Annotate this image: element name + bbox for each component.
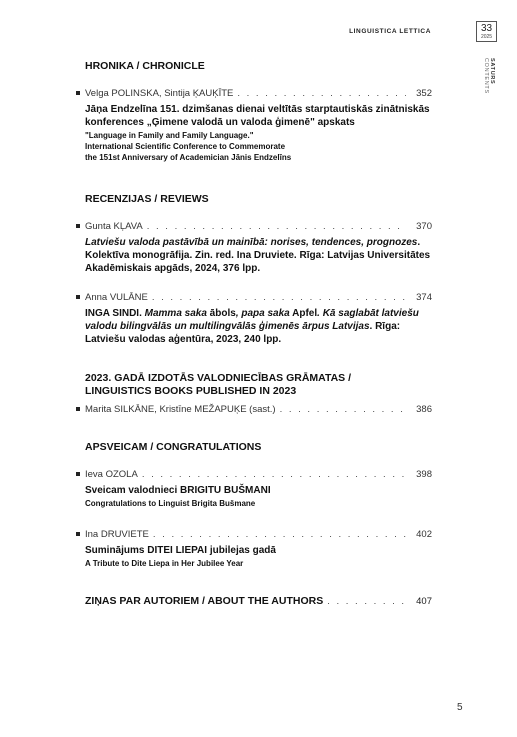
bullet-icon [76, 407, 80, 411]
entry-subtitle: Congratulations to Linguist Brigita Bušmane [85, 499, 256, 508]
entry-line [76, 404, 432, 416]
page-number: 5 [457, 702, 463, 713]
section-heading-reviews: RECENZIJAS / REVIEWS [85, 193, 209, 205]
side-label-en: CONTENTS [483, 58, 489, 94]
entry-author: Gunta KĻAVA [85, 221, 143, 232]
entry-line [76, 292, 432, 304]
dot-leader [142, 469, 406, 481]
bullet-icon [76, 224, 80, 228]
toc-entry[interactable] [76, 292, 432, 346]
section-heading-authors: ZIŅAS PAR AUTORIEM / ABOUT THE AUTHORS [85, 595, 324, 607]
subtitle-line: the 151st Anniversary of Academician Jānis Endzelīns [85, 153, 292, 162]
section-heading-books [85, 372, 351, 398]
bullet-icon [76, 472, 80, 476]
bullet-icon [76, 532, 80, 536]
entry-line [76, 469, 432, 481]
entry-author: Marita SILKĀNE, Kristīne MEŽAPUĶE (sast.) [85, 404, 276, 415]
entry-author: Velga POLINSKA, Sintija ĶAUĶĪTE [85, 88, 234, 99]
book-author: INGA SINDI. [85, 308, 145, 319]
heading-line: 2023. GADĀ IZDOTĀS VALODNIECĪBAS GRĀMATAS / [85, 372, 352, 384]
dot-leader [237, 88, 406, 100]
entry-page: 407 [416, 596, 432, 607]
toc-entry[interactable] [76, 529, 432, 569]
entry-line [76, 221, 432, 233]
entry-page: 370 [416, 221, 432, 232]
toc-entry[interactable] [76, 469, 432, 509]
title-part: Mamma saka [144, 308, 207, 319]
entry-page: 352 [416, 88, 432, 99]
entry-title: Suminājums DITEI LIEPAI jubilejas gadā [85, 545, 276, 556]
bullet-icon [76, 91, 80, 95]
entry-title [85, 236, 432, 275]
subtitle-line: International Scientific Conference to Commemorate [85, 142, 286, 151]
side-label [481, 58, 495, 94]
entry-title: Jāņa Endzelīna 151. dzimšanas dienai veltītās starptautiskās zinātniskās konferences „Ģimene valodā un valoda ģimenē" apskats [85, 104, 430, 128]
toc-entry-authors[interactable] [85, 595, 432, 607]
entry-title [85, 307, 432, 346]
bullet-icon [76, 295, 80, 299]
entry-subtitle [85, 130, 432, 163]
entry-line [76, 88, 432, 100]
book-details: . Kolektīva monogrāfija. Zin. red. Ina Druviete. Rīga: Latvijas Universitātes Akadēmiskais apgāds, 2024, 376 lpp. [85, 237, 431, 274]
title-part: . Kā saglabāt latviešu valodu bilingvālās un multilingvālās ģimenēs ārpus Latvijas [85, 308, 419, 332]
dot-leader [327, 596, 406, 607]
toc-entry[interactable] [76, 88, 432, 163]
entry-author: Anna VULĀNE [85, 292, 148, 303]
title-part: , papa saka [235, 308, 290, 319]
section-heading-chronicle: HRONIKA / CHRONICLE [85, 60, 205, 72]
dot-leader [147, 221, 406, 233]
journal-title: LINGUISTICA LETTICA [349, 28, 431, 35]
entry-page: 398 [416, 469, 432, 480]
dot-leader [152, 292, 406, 304]
issue-year: 2025 [480, 34, 493, 40]
dot-leader [280, 404, 406, 416]
entry-title: Sveicam valodnieci BRIGITU BUŠMANI [85, 485, 271, 496]
side-label-lv: SATURS [489, 58, 495, 85]
section-heading-congratulations: APSVEICAM / CONGRATULATIONS [85, 441, 262, 453]
toc-entry[interactable] [76, 404, 432, 416]
heading-line: LINGUISTICS BOOKS PUBLISHED IN 2023 [85, 385, 297, 397]
toc-entry[interactable] [76, 221, 432, 275]
entry-page: 402 [416, 529, 432, 540]
entry-author: Ina DRUVIETE [85, 529, 149, 540]
book-details: . Rīga: Latviešu valodas aģentūra, 2023, 240 lpp. [85, 321, 401, 345]
entry-author: Ieva OZOLA [85, 469, 138, 480]
book-title: Latviešu valoda pastāvībā un mainībā: norises, tendences, prognozes [85, 237, 418, 248]
entry-subtitle: A Tribute to Dite Liepa in Her Jubilee Year [85, 559, 244, 568]
issue-box [476, 21, 497, 42]
title-part: Apfel [289, 308, 318, 319]
title-part: ābols [206, 308, 236, 319]
subtitle-line: "Language in Family and Family Language." [85, 131, 254, 140]
entry-line [76, 529, 432, 541]
dot-leader [153, 529, 406, 541]
entry-page: 386 [416, 404, 432, 415]
issue-number: 33 [480, 23, 493, 34]
entry-page: 374 [416, 292, 432, 303]
